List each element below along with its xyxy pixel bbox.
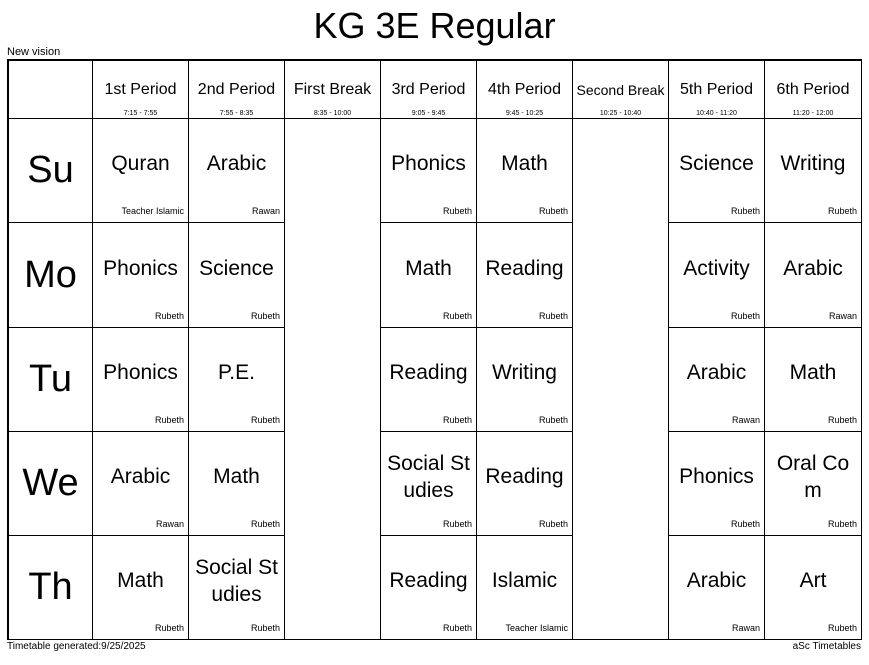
lesson-cell[interactable] <box>765 223 862 328</box>
lesson-teacher: Rubeth <box>730 206 760 216</box>
period-time: 9:05 - 9:45 <box>411 110 446 117</box>
period-header <box>477 61 573 119</box>
lesson-teacher: Rubeth <box>442 311 472 321</box>
lesson-subject: Reading <box>389 569 468 592</box>
lesson-subject: P.E. <box>218 361 255 384</box>
lesson-subject: Islamic <box>491 569 558 592</box>
period-name: 5th Period <box>680 81 753 98</box>
period-name: 3rd Period <box>391 81 466 98</box>
lesson-subject: Math <box>405 256 452 280</box>
lesson-subject: Writing <box>492 361 557 384</box>
lesson-cell[interactable] <box>381 119 477 223</box>
lesson-teacher: Rubeth <box>250 311 280 321</box>
lesson-subject: Science <box>679 152 754 175</box>
timetable-grid <box>7 59 862 640</box>
lesson-subject: Social Studies <box>195 555 278 606</box>
lesson-teacher: Rubeth <box>827 623 857 633</box>
lesson-cell[interactable] <box>765 119 862 223</box>
day-label: Su <box>9 119 93 223</box>
lesson-cell[interactable] <box>189 536 285 640</box>
lesson-cell[interactable] <box>669 432 765 536</box>
lesson-cell[interactable] <box>765 536 862 640</box>
lesson-cell[interactable] <box>477 223 573 328</box>
period-header <box>669 61 765 119</box>
lesson-subject: Arabic <box>686 569 747 592</box>
lesson-teacher: Teacher Islamic <box>121 206 184 216</box>
day-label: We <box>9 432 93 536</box>
lesson-subject: Reading <box>389 361 468 384</box>
lesson-teacher: Rubeth <box>538 415 568 425</box>
period-time: 7:55 - 8:35 <box>219 110 254 117</box>
lesson-cell[interactable] <box>93 328 189 432</box>
lesson-teacher: Rawan <box>251 206 280 216</box>
lesson-teacher: Rubeth <box>154 311 184 321</box>
period-header <box>285 61 381 119</box>
lesson-cell[interactable] <box>669 328 765 432</box>
period-header <box>573 61 669 119</box>
period-time: 7:15 - 7:55 <box>123 110 158 117</box>
lesson-cell[interactable] <box>189 328 285 432</box>
period-time: 8:35 - 10:00 <box>313 110 352 117</box>
lesson-subject: Art <box>799 569 827 592</box>
break-column <box>573 119 669 640</box>
school-name: New vision <box>7 46 61 58</box>
day-label: Th <box>9 536 93 640</box>
lesson-subject: Phonics <box>103 256 178 280</box>
period-name: 2nd Period <box>197 81 276 98</box>
lesson-cell[interactable] <box>669 536 765 640</box>
lesson-subject: Math <box>213 465 260 488</box>
period-name: Second Break <box>576 82 665 98</box>
lesson-subject: Phonics <box>103 361 178 384</box>
lesson-cell[interactable] <box>669 119 765 223</box>
lesson-cell[interactable] <box>381 328 477 432</box>
lesson-teacher: Rubeth <box>827 206 857 216</box>
lesson-teacher: Rubeth <box>730 311 760 321</box>
lesson-teacher: Teacher Islamic <box>505 623 568 633</box>
lesson-cell[interactable] <box>93 536 189 640</box>
lesson-cell[interactable] <box>381 432 477 536</box>
lesson-cell[interactable] <box>477 119 573 223</box>
lesson-subject: Arabic <box>110 465 171 488</box>
period-header <box>381 61 477 119</box>
period-name: 6th Period <box>776 81 850 98</box>
period-header <box>93 61 189 119</box>
period-time: 11:20 - 12:00 <box>792 110 834 117</box>
day-label: Tu <box>9 328 93 432</box>
lesson-cell[interactable] <box>669 223 765 328</box>
lesson-teacher: Rubeth <box>154 415 184 425</box>
lesson-cell[interactable] <box>189 223 285 328</box>
period-name: First Break <box>293 81 372 98</box>
lesson-subject: Phonics <box>391 152 466 175</box>
lesson-subject: Reading <box>485 465 564 488</box>
lesson-teacher: Rubeth <box>442 206 472 216</box>
period-time: 10:40 - 11:20 <box>696 110 737 117</box>
lesson-cell[interactable] <box>765 432 862 536</box>
lesson-teacher: Rubeth <box>154 623 184 633</box>
lesson-cell[interactable] <box>381 223 477 328</box>
lesson-teacher: Rawan <box>731 415 760 425</box>
lesson-teacher: Rubeth <box>538 206 568 216</box>
lesson-teacher: Rubeth <box>730 519 760 529</box>
corner-cell <box>9 61 93 119</box>
brand-label: aSc Timetables <box>792 641 861 652</box>
period-name: 4th Period <box>488 81 561 98</box>
lesson-subject: Phonics <box>679 465 754 488</box>
lesson-subject: Math <box>789 361 837 384</box>
lesson-subject: Activity <box>683 256 750 280</box>
lesson-subject: Social Studies <box>387 451 470 502</box>
lesson-subject: Arabic <box>686 361 747 384</box>
lesson-subject: Math <box>501 152 548 175</box>
lesson-subject: Quran <box>111 152 170 175</box>
lesson-teacher: Rubeth <box>827 519 857 529</box>
lesson-subject: Writing <box>780 152 846 175</box>
lesson-cell[interactable] <box>93 432 189 536</box>
lesson-teacher: Rubeth <box>538 519 568 529</box>
lesson-subject: Oral Com <box>776 451 850 502</box>
lesson-subject: Reading <box>485 256 564 280</box>
lesson-teacher: Rubeth <box>250 519 280 529</box>
break-column <box>285 119 381 640</box>
lesson-subject: Arabic <box>783 256 843 280</box>
lesson-teacher: Rubeth <box>538 311 568 321</box>
lesson-cell[interactable] <box>189 119 285 223</box>
period-name: 1st Period <box>104 81 177 98</box>
lesson-cell[interactable] <box>189 432 285 536</box>
lesson-teacher: Rawan <box>731 623 760 633</box>
period-time: 9:45 - 10:25 <box>505 110 544 117</box>
lesson-cell[interactable] <box>477 328 573 432</box>
generated-date: Timetable generated:9/25/2025 <box>7 641 146 652</box>
period-header <box>765 61 862 119</box>
lesson-cell[interactable] <box>477 536 573 640</box>
lesson-teacher: Rubeth <box>442 415 472 425</box>
lesson-teacher: Rubeth <box>250 623 280 633</box>
lesson-teacher: Rubeth <box>442 623 472 633</box>
period-header <box>189 61 285 119</box>
lesson-teacher: Rubeth <box>442 519 472 529</box>
page-title: KG 3E Regular <box>313 5 556 46</box>
period-time: 10:25 - 10:40 <box>599 110 642 117</box>
lesson-teacher: Rawan <box>155 519 184 529</box>
lesson-cell[interactable] <box>765 328 862 432</box>
lesson-subject: Science <box>199 256 274 280</box>
lesson-teacher: Rawan <box>828 311 857 321</box>
lesson-cell[interactable] <box>93 119 189 223</box>
lesson-subject: Arabic <box>206 152 267 175</box>
lesson-teacher: Rubeth <box>250 415 280 425</box>
lesson-cell[interactable] <box>477 432 573 536</box>
lesson-subject: Math <box>117 569 164 592</box>
lesson-teacher: Rubeth <box>827 415 857 425</box>
lesson-cell[interactable] <box>93 223 189 328</box>
lesson-cell[interactable] <box>381 536 477 640</box>
day-label: Mo <box>9 223 93 328</box>
